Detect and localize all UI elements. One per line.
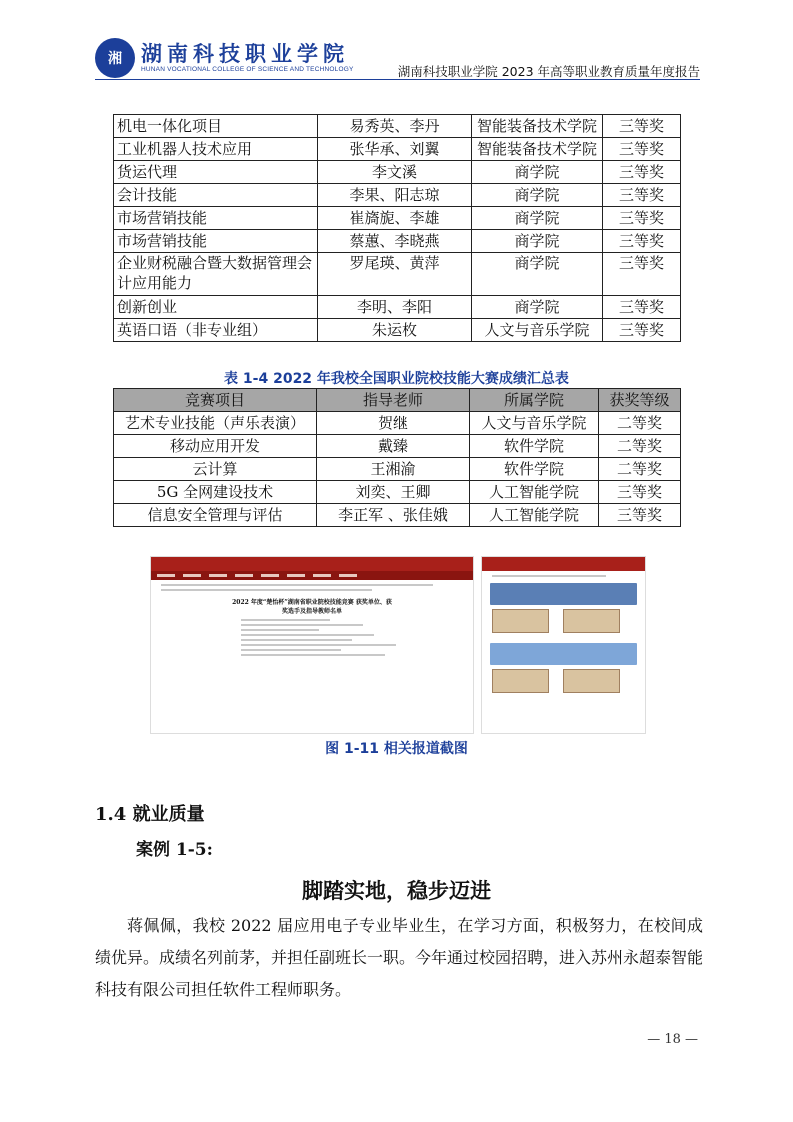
column-header: 竞赛项目 <box>114 389 317 412</box>
table-cell: 易秀英、李丹 <box>318 115 472 138</box>
table-cell: 软件学院 <box>470 458 599 481</box>
certificate-image-1 <box>492 609 549 633</box>
college-name-cn: 湖南科技职业学院 <box>141 41 349 66</box>
table-cell: 三等奖 <box>603 138 681 161</box>
table-cell: 朱运枚 <box>318 319 472 342</box>
news-photo-1 <box>490 583 637 605</box>
college-name-en: HUNAN VOCATIONAL COLLEGE OF SCIENCE AND TECHNOLOGY <box>141 66 354 73</box>
table-cell: 智能装备技术学院 <box>472 138 603 161</box>
table-cell: 人工智能学院 <box>470 504 599 527</box>
table-cell: 5G 全网建设技术 <box>114 481 317 504</box>
national-awards-table <box>113 388 681 527</box>
table-row <box>114 504 681 527</box>
table-cell: 李明、李阳 <box>318 296 472 319</box>
table-cell: 二等奖 <box>599 435 681 458</box>
table-cell: 人文与音乐学院 <box>472 319 603 342</box>
table-cell: 创新创业 <box>114 296 318 319</box>
column-header: 指导老师 <box>317 389 470 412</box>
table-header-row <box>114 389 681 412</box>
column-header: 所属学院 <box>470 389 599 412</box>
table-cell: 三等奖 <box>603 319 681 342</box>
table-cell: 商学院 <box>472 207 603 230</box>
table-cell: 三等奖 <box>599 504 681 527</box>
table-cell: 王湘渝 <box>317 458 470 481</box>
table-row <box>114 230 681 253</box>
certificate-image-3 <box>492 669 549 693</box>
table-row <box>114 296 681 319</box>
table-row <box>114 458 681 481</box>
table-cell: 市场营销技能 <box>114 207 318 230</box>
table-cell: 戴臻 <box>317 435 470 458</box>
table-row <box>114 253 681 296</box>
table-cell: 三等奖 <box>603 207 681 230</box>
logo-mark: 湘 <box>108 50 122 66</box>
page-header <box>95 38 700 78</box>
table-cell: 三等奖 <box>603 253 681 296</box>
table-cell: 李文溪 <box>318 161 472 184</box>
table-cell: 软件学院 <box>470 435 599 458</box>
table-cell: 三等奖 <box>603 115 681 138</box>
certificate-image-4 <box>563 669 620 693</box>
table-cell: 李正军 、张佳娥 <box>317 504 470 527</box>
case-paragraph: 蒋佩佩，我校 2022 届应用电子专业毕业生，在学习方面，积极努力，在校间成绩优异。成绩名列前茅，并担任副班长一职。今年通过校园招聘，进入苏州永超泰智能科技有限公司担任软件工程师职务。 <box>95 916 704 999</box>
table-row <box>114 184 681 207</box>
column-header: 获奖等级 <box>599 389 681 412</box>
certificate-image-2 <box>563 609 620 633</box>
table-row <box>114 207 681 230</box>
table-cell: 人文与音乐学院 <box>470 412 599 435</box>
table-cell: 二等奖 <box>599 458 681 481</box>
news-text-lines-right <box>492 575 635 577</box>
site-banner-right <box>482 557 645 571</box>
table-cell: 机电一体化项目 <box>114 115 318 138</box>
table-cell: 英语口语（非专业组） <box>114 319 318 342</box>
site-nav <box>151 571 473 580</box>
section-heading: 1.4 就业质量 <box>95 804 205 825</box>
site-banner <box>151 557 473 571</box>
news-text-lines <box>161 584 463 591</box>
award-list-lines <box>241 619 463 656</box>
table-cell: 商学院 <box>472 296 603 319</box>
table-cell: 蔡蕙、李晓燕 <box>318 230 472 253</box>
table-cell: 市场营销技能 <box>114 230 318 253</box>
table-cell: 企业财税融合暨大数据管理会计应用能力 <box>114 253 318 296</box>
award-list-title: 2022 年度“楚怡杯”湖南省职业院校技能竞赛 获奖单位、获奖选手及指导教师名单 <box>232 599 392 615</box>
case-label: 案例 1-5: <box>136 840 213 860</box>
case-title: 脚踏实地，稳步迈进 <box>302 879 491 903</box>
table-cell: 二等奖 <box>599 412 681 435</box>
table-cell: 三等奖 <box>599 481 681 504</box>
table-cell: 三等奖 <box>603 230 681 253</box>
table-row <box>114 319 681 342</box>
table-row <box>114 435 681 458</box>
table-cell: 工业机器人技术应用 <box>114 138 318 161</box>
table-cell: 李果、阳志琼 <box>318 184 472 207</box>
table-cell: 崔旖旎、李雄 <box>318 207 472 230</box>
table-cell: 人工智能学院 <box>470 481 599 504</box>
college-logo-icon <box>95 38 135 78</box>
table-cell: 商学院 <box>472 184 603 207</box>
table-cell: 商学院 <box>472 230 603 253</box>
news-screenshot-left <box>150 556 474 734</box>
table-row <box>114 161 681 184</box>
table-cell: 商学院 <box>472 253 603 296</box>
table-cell: 货运代理 <box>114 161 318 184</box>
table-cell: 会计技能 <box>114 184 318 207</box>
table-cell: 三等奖 <box>603 161 681 184</box>
table-cell: 艺术专业技能（声乐表演） <box>114 412 317 435</box>
table-cell: 三等奖 <box>603 296 681 319</box>
header-divider <box>95 79 700 80</box>
table-cell: 云计算 <box>114 458 317 481</box>
table-cell: 张华承、刘翼 <box>318 138 472 161</box>
page-number: — 18 — <box>647 1032 698 1047</box>
table-cell: 信息安全管理与评估 <box>114 504 317 527</box>
news-screenshot-right <box>481 556 646 734</box>
awards-table-continued <box>113 114 681 342</box>
report-title: 湖南科技职业学院 2023 年高等职业教育质量年度报告 <box>397 64 700 79</box>
table-row <box>114 481 681 504</box>
table-row <box>114 138 681 161</box>
table-cell: 刘奕、王卿 <box>317 481 470 504</box>
table-cell: 贺继 <box>317 412 470 435</box>
table-row <box>114 412 681 435</box>
table-cell: 智能装备技术学院 <box>472 115 603 138</box>
table-cell: 罗尾瑛、黄萍 <box>318 253 472 296</box>
table-row <box>114 115 681 138</box>
news-photo-2 <box>490 643 637 665</box>
figure-caption: 图 1-11 相关报道截图 <box>325 741 468 757</box>
table-cell: 商学院 <box>472 161 603 184</box>
table-cell: 移动应用开发 <box>114 435 317 458</box>
table-caption: 表 1-4 2022 年我校全国职业院校技能大赛成绩汇总表 <box>224 371 569 387</box>
table-cell: 三等奖 <box>603 184 681 207</box>
